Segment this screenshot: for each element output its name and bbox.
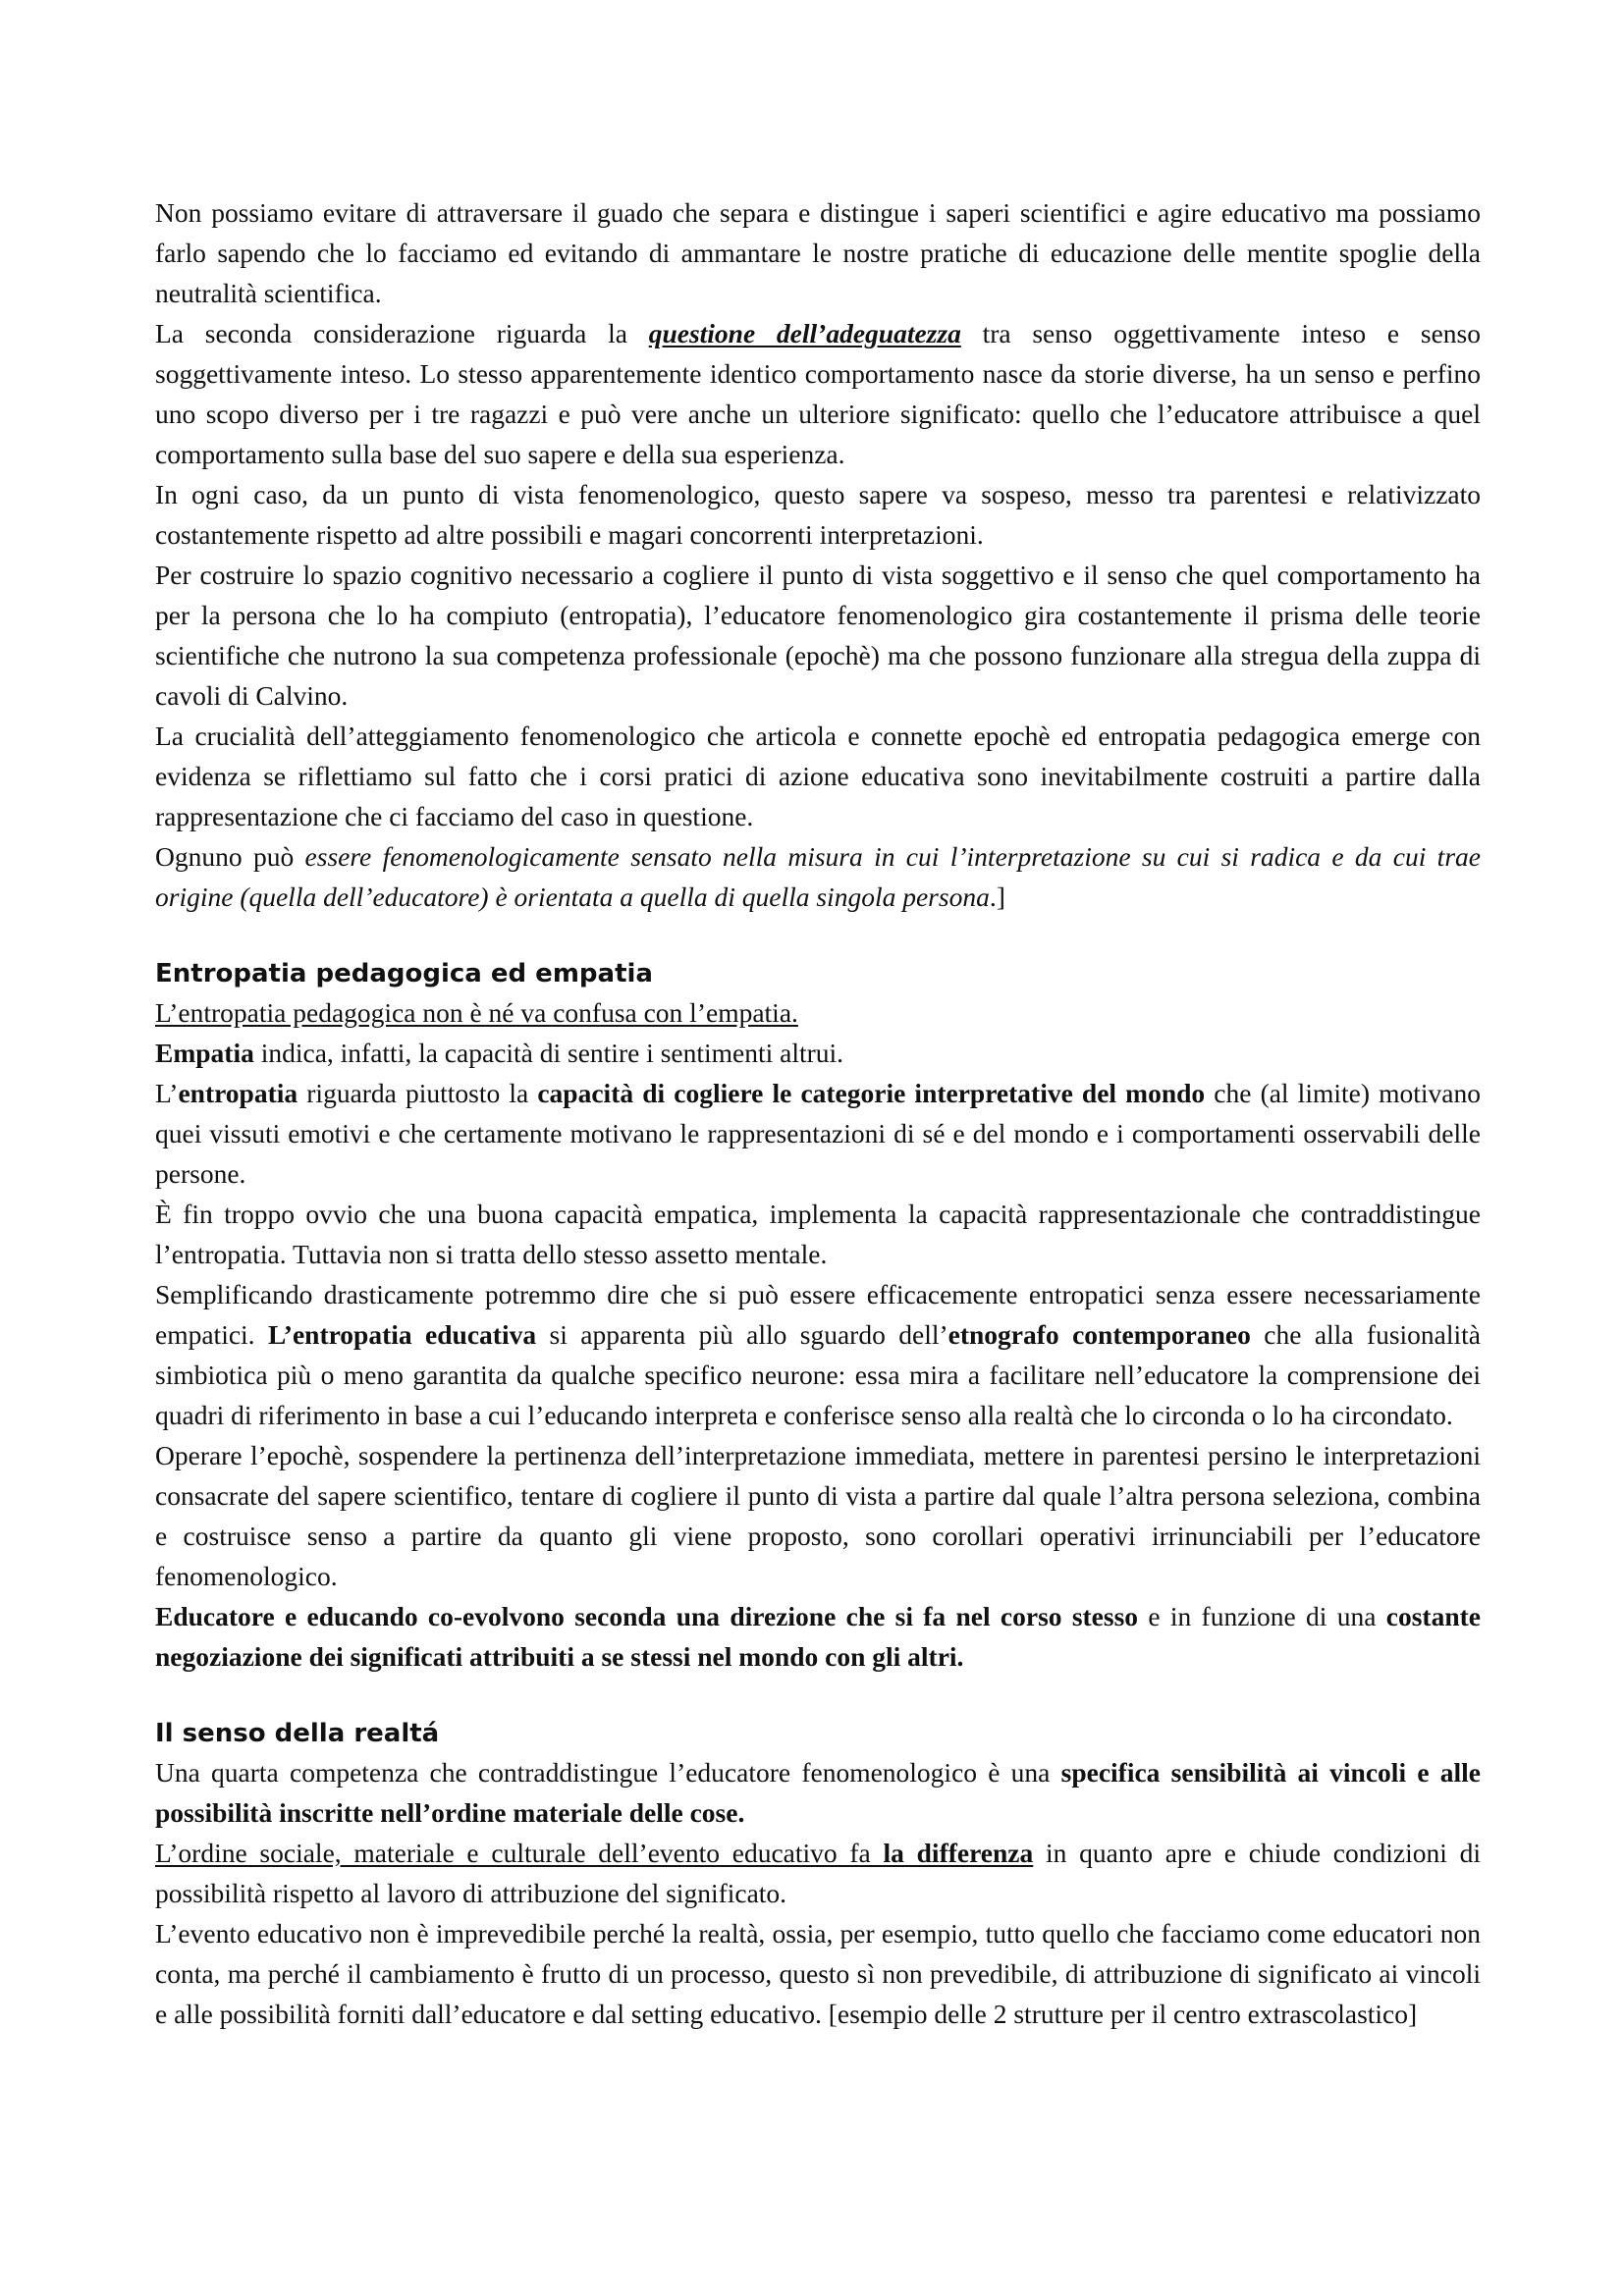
paragraph-guado: Non possiamo evitare di attraversare il guado che separa e distingue i saperi scientifici e agire educativo ma possiamo farlo sapendo che lo facciamo ed evitando di ammantare le nostre pratiche di educazione delle mentite spoglie della neutralità scientifica. — [155, 197, 1481, 308]
paragraph-capacita-empatica: È fin troppo ovvio che una buona capacità empatica, implementa la capacità rappresentazionale che contraddistingue l’entropatia. Tuttavia non si tratta dello stesso assetto mentale. — [155, 1199, 1481, 1269]
text-run: L’ — [155, 1078, 179, 1108]
text-run: si apparenta più allo sguardo dell’ — [536, 1319, 948, 1350]
paragraph-spazio-cognitivo: Per costruire lo spazio cognitivo necessario a cogliere il punto di vista soggettivo e il senso che quel comportamento ha per la persona che lo ha compiuto (entropatia), l’educatore fenomenologico gira costantemente il prisma delle teorie scientifiche che nutrono la sua competenza professionale (epochè) ma che possono funzionare alla stregua della zuppa di cavoli di Calvino. — [155, 560, 1481, 711]
paragraph-epoche: Operare l’epochè, sospendere la pertinenza dell’interpretazione immediata, mettere in parentesi persino le interpretazioni consacrate del sapere scientifico, tentare di cogliere il punto di vista a partire dal quale l’altra persona seleziona, combina e costruisce senso a partire da quanto gli viene proposto, sono corollari operativi irrinunciabili per l’educatore fenomenologico. — [155, 1440, 1481, 1591]
paragraph-evento-educativo: L’evento educativo non è imprevedibile perché la realtà, ossia, per esempio, tutto quello che facciamo come educatori non conta, ma perché il cambiamento è frutto di un processo, questo sì non prevedibile, di attribuzione di significato ai vincoli e alle possibilità forniti dall’educatore e dal setting educativo. [esempio delle 2 strutture per il centro extrascolastico] — [155, 1918, 1481, 2029]
text-run: e in funzione di una — [1138, 1601, 1386, 1631]
bold-run: capacità di cogliere le categorie interpretative del mondo — [537, 1078, 1206, 1108]
text-run: che (al limite) motivano quei vissuti emotivi e che certamente motivano le rappresentazioni di sé e del mondo e i comportamenti osservabili delle persone. — [155, 1078, 1481, 1189]
paragraph-adeguatezza — [155, 313, 1481, 474]
document-page — [155, 192, 1481, 2034]
paragraph-semplificando — [155, 1274, 1481, 1435]
heading-entropatia-empatia: Entropatia pedagogica ed empatia — [155, 959, 653, 988]
bold-run: L’entropatia educativa — [267, 1319, 537, 1350]
text-run: indica, infatti, la capacità di sentire i sentimenti altrui. — [253, 1038, 844, 1068]
bold-run: Educatore e educando co-evolvono seconda una direzione che si fa nel corso stesso — [155, 1601, 1139, 1631]
bold-underlined-run: la differenza — [883, 1838, 1034, 1868]
paragraph-empatia-definizione — [155, 1033, 1481, 1073]
text-run: Ognuno può — [155, 841, 305, 872]
paragraph-non-confusa — [155, 992, 1481, 1033]
text-run: .] — [989, 881, 1005, 912]
paragraph-crucialita: La crucialità dell’atteggiamento fenomenologico che articola e connette epochè ed entropatia pedagogica emerge con evidenza se riflettiamo sul fatto che i corsi pratici di azione educativa sono inevitabilmente costruiti a partire dalla rappresentazione che ci facciamo del caso in questione. — [155, 721, 1481, 831]
paragraph-quarta-competenza — [155, 1752, 1481, 1833]
paragraph-sapere-sospeso: In ogni caso, da un punto di vista fenomenologico, questo sapere va sospeso, messo tra parentesi e relativizzato costantemente rispetto ad altre possibili e magari concorrenti interpretazioni. — [155, 479, 1481, 550]
paragraph-ognuno — [155, 836, 1481, 917]
bold-run: etnografo contemporaneo — [947, 1319, 1251, 1350]
text-run: che alla fusionalità simbiotica più o meno garantita da qualche specifico neurone: essa mira a facilitare nell’educatore la comprensione dei quadri di riferimento in base a cui l’educando interpreta e conferisce senso alla realtà che lo circonda o lo ha circondato. — [155, 1319, 1482, 1430]
text-run: riguarda piuttosto la — [298, 1078, 538, 1108]
heading-senso-realta: Il senso della realtá — [155, 1719, 440, 1748]
emphasis-adeguatezza: questione dell’adeguatezza — [648, 318, 961, 348]
text-run: in quanto apre e chiude condizioni di possibilità rispetto al lavoro di attribuzione del significato. — [155, 1838, 1481, 1908]
text-run: Semplificando drasticamente potremmo dire che si può essere efficacemente entropatici senza essere necessariamente empatici. — [155, 1279, 1481, 1350]
paragraph-co-evoluzione — [155, 1596, 1481, 1677]
bold-run: costante negoziazione dei significati attribuiti a se stessi nel mondo con gli altri. — [155, 1601, 1481, 1672]
underlined-run: L’ordine sociale, materiale e culturale dell’evento educativo fa — [155, 1838, 884, 1868]
bold-run: specifica sensibilità ai vincoli e alle possibilità inscritte nell’ordine materiale delle cose. — [155, 1757, 1481, 1828]
underlined-run: L’entropatia pedagogica non è né va confusa con l’empatia. — [155, 997, 798, 1028]
paragraph-entropatia-definizione — [155, 1073, 1481, 1194]
bold-run: entropatia — [178, 1078, 298, 1108]
paragraph-ordine-sociale — [155, 1833, 1481, 1913]
text-run: La seconda considerazione riguarda la — [155, 318, 649, 348]
italic-run: essere fenomenologicamente sensato nella misura in cui l’interpretazione su cui si radica e da cui trae origine (quella dell’educatore) è orientata a quella di quella singola persona — [155, 841, 1481, 912]
text-run: Una quarta competenza che contraddistingue l’educatore fenomenologico è una — [155, 1757, 1061, 1788]
text-run: tra senso oggettivamente inteso e senso soggettivamente inteso. Lo stesso apparentemente identico comportamento nasce da storie diverse, ha un senso e perfino uno scopo diverso per i tre ragazzi e può vere anche un ulteriore significato: quello che l’educatore attribuisce a quel comportamento sulla base del suo sapere e della sua esperienza. — [155, 318, 1481, 469]
bold-run: Empatia — [155, 1038, 254, 1068]
